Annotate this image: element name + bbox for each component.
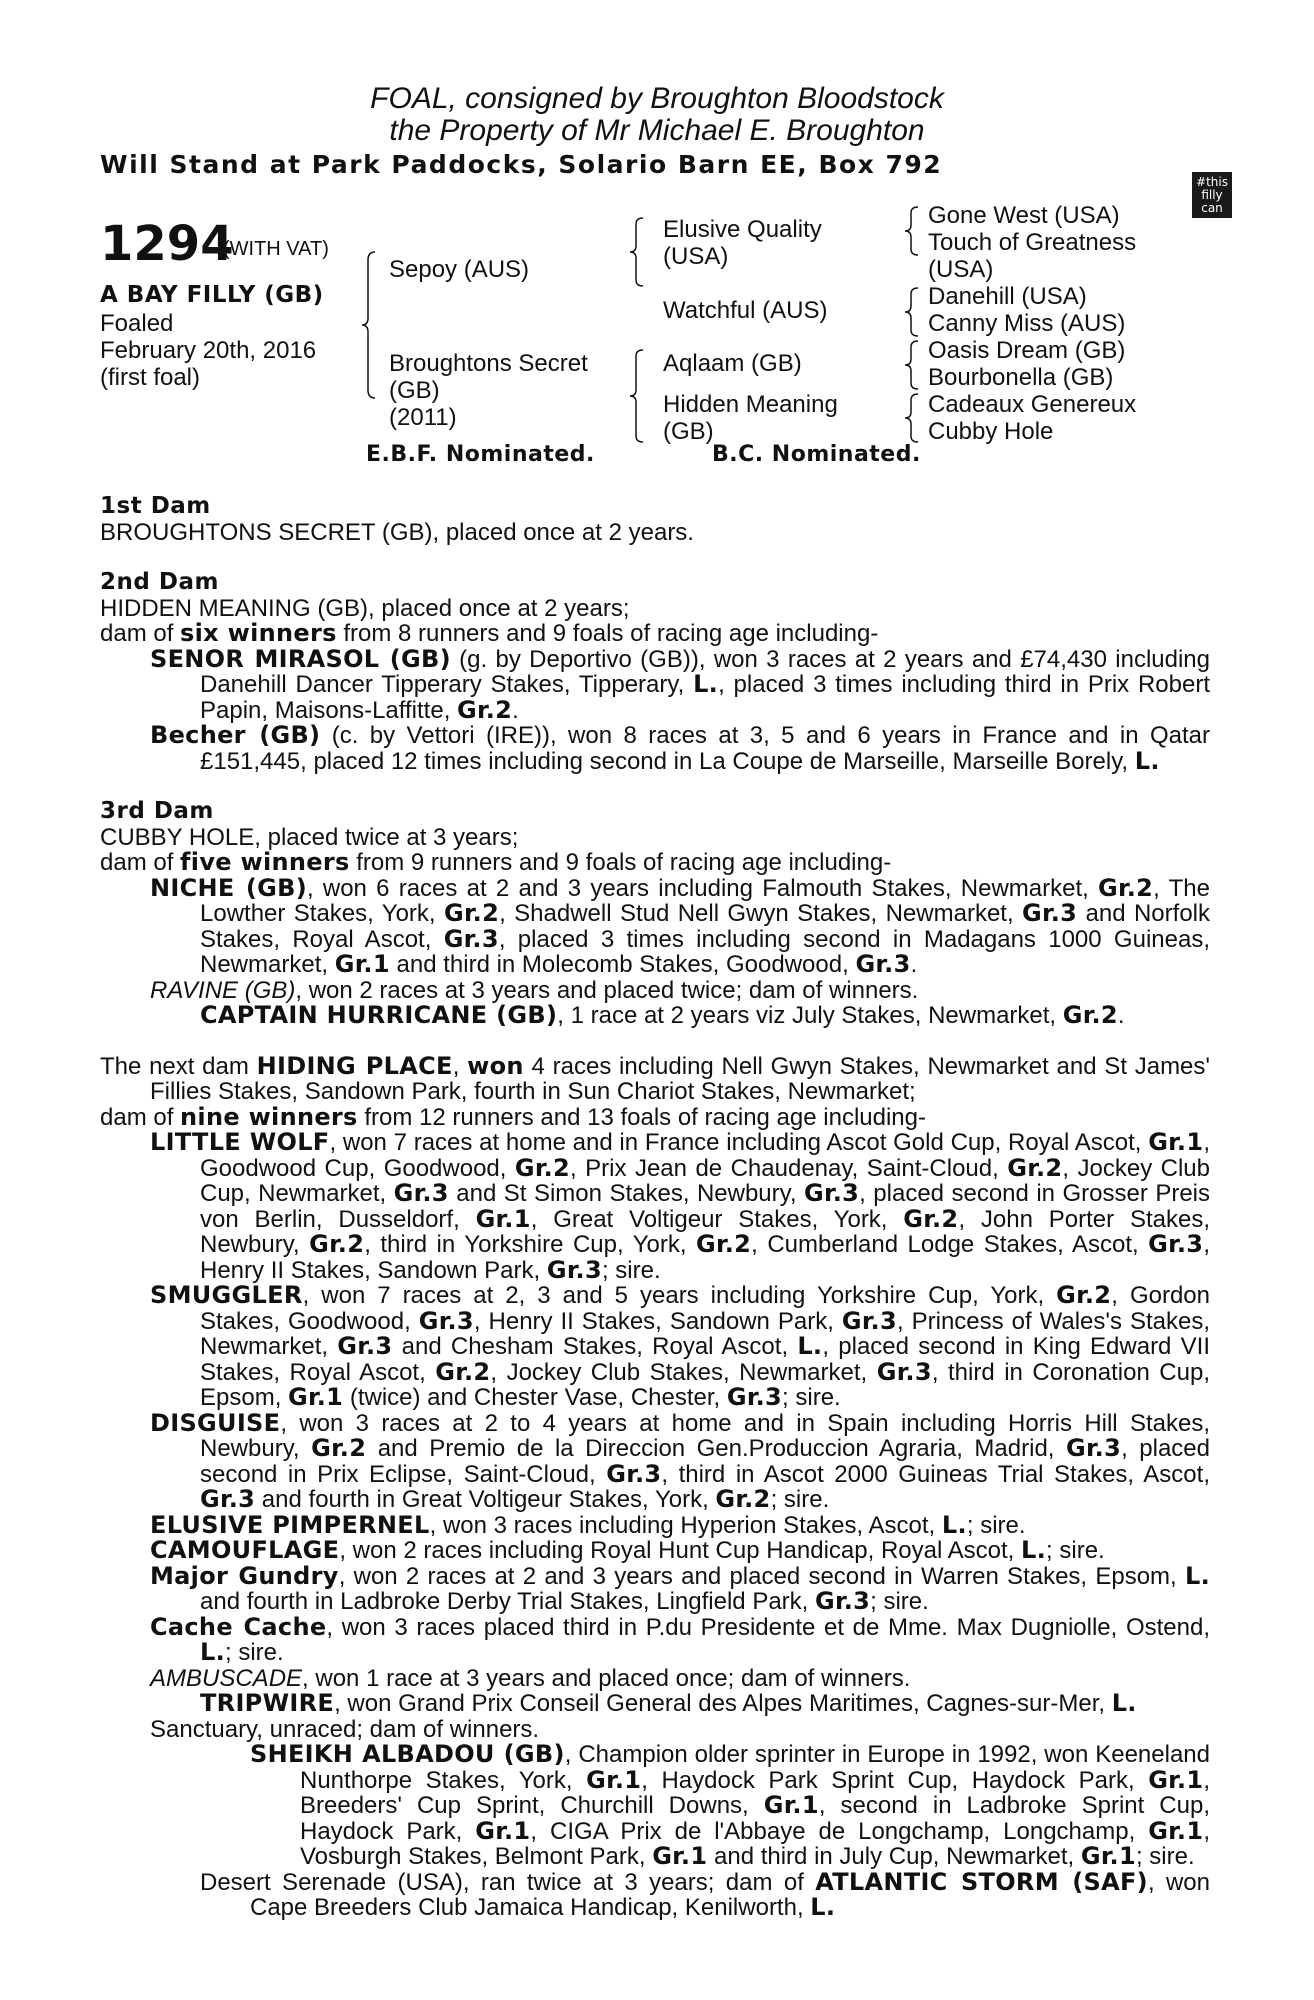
granddam-1: Watchful (AUS) [663, 297, 828, 324]
progeny-senor-mirasol: SENOR MIRASOL (GB) (g. by Deportivo (GB)), won 3 races at 2 years and £74,430 including Danehill Dancer Tipperary Stakes, Tipperary, L., placed 3 times including third in Prix Robert Papin, Maisons-Laffitte, Gr.2. [150, 644, 1211, 724]
gg-d: Canny Miss (AUS) [928, 310, 1126, 337]
brace-gg-1 [903, 205, 923, 257]
progeny-smuggler: SMUGGLER, won 7 races at 2, 3 and 5 years including Yorkshire Cup, York, Gr.2, Gordon Stakes, Goodwood, Gr.3, Henry II Stakes, Sandown Park, Gr.3, Princess of Wales's Stakes, Newmarket, Gr.3 and Chesham Stakes, Royal Ascot, L., placed second in King Edward VII Stakes, Royal Ascot, Gr.2, Jockey Club Stakes, Newmarket, Gr.3, third in Coronation Cup, Epsom, Gr.1 (twice) and Chester Vase, Chester, Gr.3; sire. [150, 1281, 1211, 1411]
grandsire-2: Aqlaam (GB) [663, 350, 802, 377]
progeny-disguise: DISGUISE, won 3 races at 2 to 4 years at home and in Spain including Horris Hill Stakes, Newbury, Gr.2 and Premio de la Direccion Gen.Produccion Agraria, Madrid, Gr.3, placed second in Prix Eclipse, Saint-Cloud, Gr.3, third in Ascot 2000 Guineas Trial Stakes, Ascot, Gr.3 and fourth in Great Voltigeur Stakes, York, Gr.2; sire. [150, 1408, 1210, 1513]
progeny-tripwire: TRIPWIRE, won Grand Prix Conseil General des Alpes Maritimes, Cagnes-sur-Mer, L. [200, 1689, 1137, 1717]
progeny-major-gundry: Major Gundry, won 2 races at 2 and 3 years and placed second in Warren Stakes, Epsom, L. and fourth in Ladbroke Derby Trial Stakes, Lingfield Park, Gr.3; sire. [150, 1561, 1210, 1615]
granddam-2a: Hidden Meaning [663, 391, 838, 418]
progeny-elusive-pimpernel: ELUSIVE PIMPERNEL, won 3 races including Hyperion Stakes, Ascot, L.; sire. [150, 1510, 1026, 1539]
vat-note: (WITH VAT) [223, 238, 329, 260]
second-dam-heading: 2nd Dam [100, 569, 219, 595]
brace-dam [628, 348, 648, 444]
property-line: the Property of Mr Michael E. Broughton [389, 114, 925, 147]
next-dam-text: The next dam HIDING PLACE, won 4 races including Nell Gwyn Stakes, Newmarket and St James' Fillies Stakes, Sandown Park, fourth in Sun Chariot Stakes, Newmarket; [100, 1051, 1210, 1105]
gg-h: Cubby Hole [928, 418, 1054, 445]
this-filly-can-logo: #this filly can [1192, 172, 1232, 218]
progeny-camouflage: CAMOUFLAGE, won 2 races including Royal Hunt Cup Handicap, Royal Ascot, L.; sire. [150, 1536, 1105, 1564]
foaled-label: Foaled [100, 310, 174, 337]
brace-gg-2 [903, 286, 923, 338]
progeny-sanctuary: Sanctuary, unraced; dam of winners. [150, 1715, 540, 1743]
gg-f: Bourbonella (GB) [928, 364, 1114, 391]
brace-gg-3 [903, 339, 923, 391]
catalogue-body [100, 494, 1210, 1921]
third-dam-heading: 3rd Dam [100, 798, 214, 824]
foal-note: (first foal) [100, 364, 201, 391]
first-dam-text: BROUGHTONS SECRET (GB), placed once at 2 years. [100, 518, 694, 546]
gg-g: Cadeaux Genereux [928, 391, 1137, 418]
grandsire-1b: (USA) [663, 243, 729, 270]
dam-name-2: (GB) [389, 377, 440, 404]
progeny-niche: NICHE (GB), won 6 races at 2 and 3 years including Falmouth Stakes, Newmarket, Gr.2, The Lowther Stakes, York, Gr.2, Shadwell Stud Nell Gwyn Stakes, Newmarket, Gr.3 and Norfolk Stakes, Royal Ascot, Gr.3, placed 3 times including second in Madagans 1000 Guineas, Newmarket, Gr.1 and third in Molecomb Stakes, Goodwood, Gr.3. [150, 873, 1210, 978]
gg-c: Danehill (USA) [928, 283, 1087, 310]
lot-title: A BAY FILLY (GB) [100, 282, 324, 308]
third-dam-line2: dam of five winners from 9 runners and 9 foals of racing age including- [100, 848, 892, 876]
bc-nominated: B.C. Nominated. [712, 442, 921, 467]
lot-number: 1294 [100, 216, 234, 272]
gg-b1: Touch of Greatness [928, 229, 1137, 256]
progeny-ravine: RAVINE (GB), won 2 races at 3 years and placed twice; dam of winners. [150, 976, 919, 1004]
grandsire-1a: Elusive Quality [663, 216, 822, 243]
brace-gg-4 [903, 392, 923, 444]
progeny-ambuscade: AMBUSCADE, won 1 race at 3 years and placed once; dam of winners. [150, 1664, 911, 1692]
ebf-nominated: E.B.F. Nominated. [366, 442, 595, 467]
gg-b2: (USA) [928, 256, 994, 283]
gg-a: Gone West (USA) [928, 202, 1120, 229]
third-dam-line1: CUBBY HOLE, placed twice at 3 years; [100, 823, 519, 851]
dam-name-3: (2011) [389, 404, 457, 431]
foaled-date: February 20th, 2016 [100, 337, 317, 364]
next-dam-produce: dam of nine winners from 12 runners and 13 foals of racing age including- [100, 1102, 926, 1131]
progeny-little-wolf: LITTLE WOLF, won 7 races at home and in France including Ascot Gold Cup, Royal Ascot, Gr.1, Goodwood Cup, Goodwood, Gr.2, Prix Jean de Chaudenay, Saint-Cloud, Gr.2, Jockey Club Cup, Newmarket, Gr.3 and St Simon Stakes, Newbury, Gr.3, placed second in Grosser Preis von Berlin, Dusseldorf, Gr.1, Great Voltigeur Stakes, York, Gr.2, John Porter Stakes, Newbury, Gr.2, third in Yorkshire Cup, York, Gr.2, Cumberland Lodge Stakes, Ascot, Gr.3, Henry II Stakes, Sandown Park, Gr.3; sire. [150, 1128, 1211, 1284]
granddam-2b: (GB) [663, 418, 714, 445]
consignor-line: FOAL, consigned by Broughton Bloodstock [370, 82, 944, 115]
progeny-sheikh-albadou: SHEIKH ALBADOU (GB), Champion older sprinter in Europe in 1992, won Keeneland Nunthorpe Stakes, York, Gr.1, Haydock Park Sprint Cup, Haydock Park, Gr.1, Breeders' Cup Sprint, Churchill Downs, Gr.1, second in Ladbroke Sprint Cup, Haydock Park, Gr.1, CIGA Prix de l'Abbaye de Longchamp, Longchamp, Gr.1, Vosburgh Stakes, Belmont Park, Gr.1 and third in July Cup, Newmarket, Gr.1; sire. [250, 1740, 1211, 1870]
second-dam-line2: dam of six winners from 8 runners and 9 foals of racing age including- [100, 619, 879, 647]
sire-name: Sepoy (AUS) [389, 256, 530, 283]
progeny-becher: Becher (GB) (c. by Vettori (IRE)), won 8 races at 3, 5 and 6 years in France and in Qatar £151,445, placed 12 times including second in La Coupe de Marseille, Marseille Borely, L. [150, 721, 1210, 775]
progeny-captain-hurricane: CAPTAIN HURRICANE (GB), 1 race at 2 years viz July Stakes, Newmarket, Gr.2. [200, 1001, 1125, 1029]
brace-sire-dam [360, 250, 380, 400]
dam-name-1: Broughtons Secret [389, 350, 588, 377]
second-dam-line1: HIDDEN MEANING (GB), placed once at 2 years; [100, 594, 630, 622]
stand-location: Will Stand at Park Paddocks, Solario Barn EE, Box 792 [100, 150, 943, 179]
progeny-cache-cache: Cache Cache, won 3 races placed third in P.du Presidente et de Mme. Max Dugniolle, Ostend, L.; sire. [150, 1612, 1210, 1666]
brace-sepoy [628, 216, 648, 288]
progeny-desert-serenade: Desert Serenade (USA), ran twice at 3 years; dam of ATLANTIC STORM (SAF), won Cape Breeders Club Jamaica Handicap, Kenilworth, L. [200, 1867, 1211, 1921]
gg-e: Oasis Dream (GB) [928, 337, 1126, 364]
first-dam-heading: 1st Dam [100, 493, 211, 519]
